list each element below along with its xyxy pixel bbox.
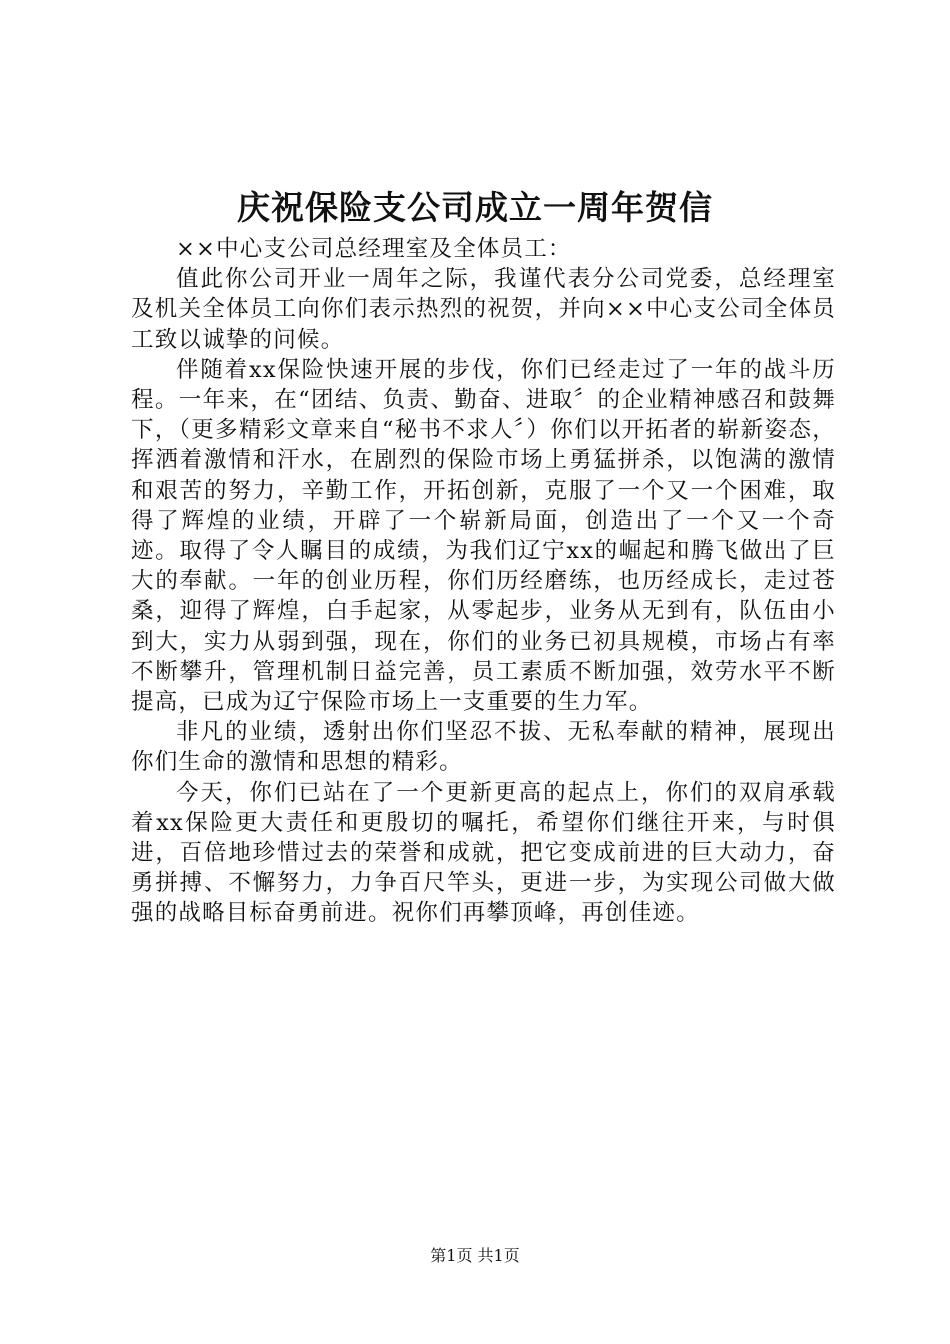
paragraph-1: 值此你公司开业一周年之际，我谨代表分公司党委，总经理室及机关全体员工向你们表示热烈的祝贺，并向××中心支公司全体员工致以诚挚的问候。 [131, 266, 836, 353]
paragraph-2: 伴随着xx保险快速开展的步伐，你们已经走过了一年的战斗历程。一年来，在“团结、负责、勤奋、进取〞的企业精神感召和鼓舞下，（更多精彩文章来自“秘书不求人〞）你们以开拓者的崭新姿态，挥洒着激情和汗水，在剧烈的保险市场上勇猛拼杀，以饱满的激情和艰苦的努力，辛勤工作，开拓创新，克服了一个又一个困难，取得了辉煌的业绩，开辟了一个崭新局面，创造出了一个又一个奇迹。取得了令人瞩目的成绩，为我们辽宁xx的崛起和腾飞做出了巨大的奉献。一年的创业历程，你们历经磨练，也历经成长，走过苍桑，迎得了辉煌，白手起家，从零起步，业务从无到有，队伍由小到大，实力从弱到强，现在，你们的业务已初具规模，市场占有率不断攀升，管理机制日益完善，员工素质不断加强，效劳水平不断提高，已成为辽宁保险市场上一支重要的生力军。 [131, 356, 836, 716]
salutation: ××中心支公司总经理室及全体员工： [176, 236, 572, 262]
document-title: 庆祝保险支公司成立一周年贺信 [237, 188, 713, 227]
paragraph-3: 非凡的业绩，透射出你们坚忍不拔、无私奉献的精神，展现出你们生命的激情和思想的精彩。 [131, 719, 836, 776]
paragraph-4: 今天，你们已站在了一个更新更高的起点上，你们的双肩承载着xx保险更大责任和更殷切的嘱托，希望你们继往开来，与时俱进，百倍地珍惜过去的荣誉和成就，把它变成前进的巨大动力，奋勇拼搏、不懈努力，力争百尺竿头，更进一步，为实现公司做大做强的战略目标奋勇前进。祝你们再攀顶峰，再创佳迹。 [131, 779, 836, 927]
page-number-footer: 第1页 共1页 [430, 1246, 520, 1265]
letter-body [131, 234, 836, 929]
